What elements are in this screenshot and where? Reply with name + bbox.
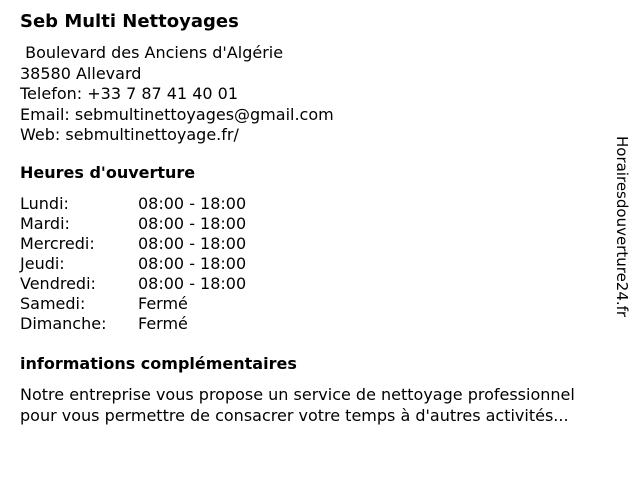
day-hours: Fermé xyxy=(138,314,188,333)
day-label: Mardi: xyxy=(20,214,70,233)
day-label: Samedi: xyxy=(20,294,86,313)
info-line: pour vous permettre de consacrer votre temps à d'autres activités... xyxy=(20,406,569,425)
website: Web: sebmultinettoyage.fr/ xyxy=(20,125,239,144)
day-label: Jeudi: xyxy=(20,254,65,273)
day-hours: 08:00 - 18:00 xyxy=(138,214,247,233)
day-label: Dimanche: xyxy=(20,314,107,333)
additional-info-text xyxy=(20,384,630,426)
day-label: Mercredi: xyxy=(20,234,95,253)
opening-hours-heading: Heures d'ouverture xyxy=(20,163,196,182)
business-name: Seb Multi Nettoyages xyxy=(20,11,239,32)
site-watermark: Horairesdouverture24.fr xyxy=(613,136,631,318)
email-address: Email: sebmultinettoyages@gmail.com xyxy=(20,104,334,124)
day-hours: 08:00 - 18:00 xyxy=(138,234,247,253)
day-hours: 08:00 - 18:00 xyxy=(138,274,247,293)
city-address: 38580 Allevard xyxy=(20,63,142,83)
day-label: Lundi: xyxy=(20,194,69,213)
day-hours: Fermé xyxy=(138,294,188,313)
phone-number: Telefon: +33 7 87 41 40 01 xyxy=(20,84,239,103)
day-label: Vendredi: xyxy=(20,274,96,293)
street-address: Boulevard des Anciens d'Algérie xyxy=(20,43,284,62)
day-hours: 08:00 - 18:00 xyxy=(138,254,247,273)
additional-info-heading: informations complémentaires xyxy=(20,354,297,373)
contact-block xyxy=(20,43,334,146)
day-hours: 08:00 - 18:00 xyxy=(138,194,247,213)
info-line: Notre entreprise vous propose un service de nettoyage professionnel xyxy=(20,385,575,404)
